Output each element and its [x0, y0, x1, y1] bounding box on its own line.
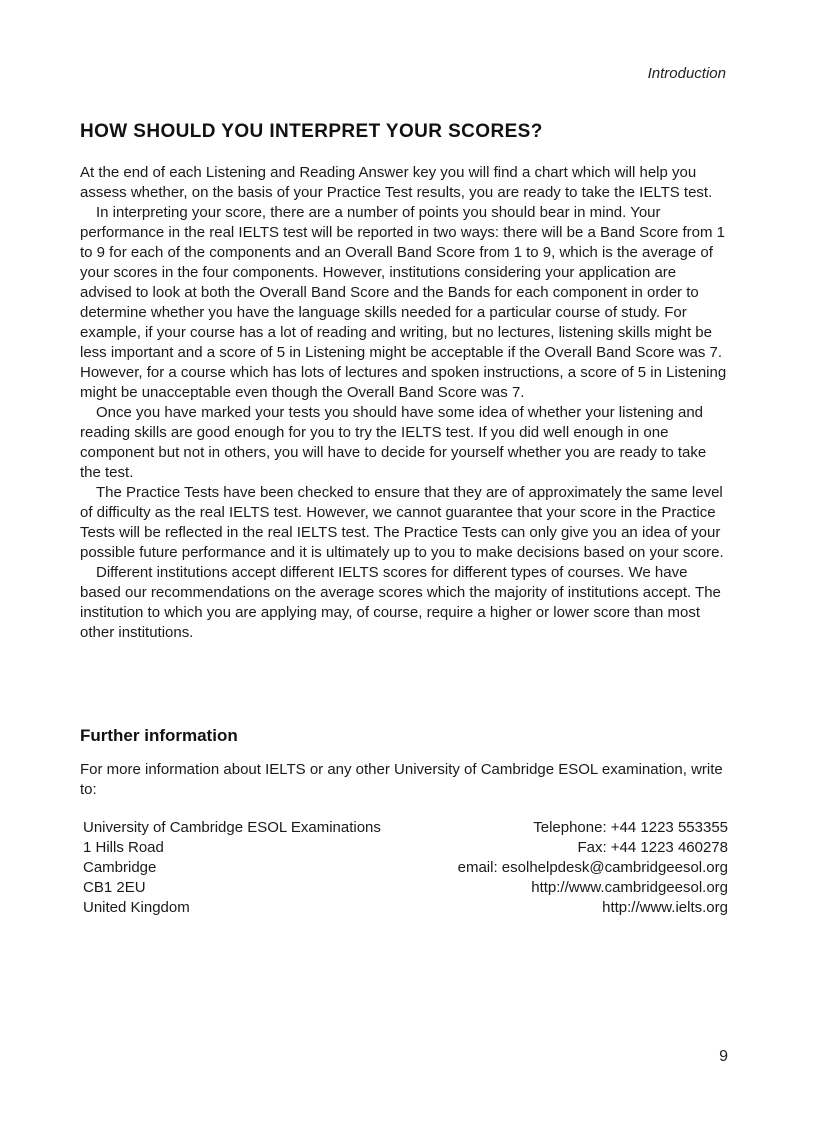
body-text	[80, 163, 730, 643]
website-link: http://www.cambridgeesol.org	[531, 879, 728, 896]
contact-details	[458, 818, 728, 918]
address-line: CB1 2EU	[83, 879, 146, 896]
paragraph: Once you have marked your tests you should have some idea of whether your listening and reading skills are good enough for you to try the IELTS test. If you did well enough in one component but not in others, you will have to decide for yourself whether you are ready to take the test.	[80, 404, 707, 481]
running-header: Introduction	[647, 65, 726, 82]
paragraph: Different institutions accept different IELTS scores for different types of courses. We have based our recommendations on the average scores which the majority of institutions accept. The institution to which you are applying may, of course, require a higher or lower score than most other institutions.	[80, 564, 721, 641]
further-information-intro: For more information about IELTS or any other University of Cambridge ESOL examination, write to:	[80, 761, 723, 798]
fax: Fax: +44 1223 460278	[577, 839, 728, 856]
website-link: http://www.ielts.org	[602, 899, 728, 916]
postal-address	[83, 818, 381, 918]
address-line: Cambridge	[83, 859, 157, 876]
email: email: esolhelpdesk@cambridgeesol.org	[457, 859, 728, 876]
address-line: 1 Hills Road	[83, 839, 164, 856]
page-number: 9	[719, 1048, 728, 1065]
address-line: University of Cambridge ESOL Examinations	[83, 819, 381, 836]
paragraph: In interpreting your score, there are a number of points you should bear in mind. Your performance in the real IELTS test will be reported in two ways: there will be a Band Score from 1 to 9 for each of the components and an Overall Band Score from 1 to 9, which is the average of your scores in the four components. However, institutions considering your application are advised to look at both the Overall Band Score and the Bands for each component in order to determine whether you have the language skills needed for a particular course of study. For example, if your course has a lot of reading and writing, but no lectures, listening skills might be less important and a score of 5 in Listening might be acceptable if the Overall Band Score was 7. However, for a course which has lots of lectures and spoken instructions, a score of 5 in Listening might be unacceptable even though the Overall Band Score was 7.	[80, 204, 727, 401]
further-information-heading: Further information	[80, 726, 238, 745]
address-line: United Kingdom	[83, 899, 190, 916]
paragraph: At the end of each Listening and Reading Answer key you will find a chart which will help you assess whether, on the basis of your Practice Test results, you are ready to take the IELTS test.	[80, 164, 713, 201]
page-title: HOW SHOULD YOU INTERPRET YOUR SCORES?	[80, 121, 543, 142]
telephone: Telephone: +44 1223 553355	[533, 819, 728, 836]
paragraph: The Practice Tests have been checked to ensure that they are of approximately the same level of difficulty as the real IELTS test. However, we cannot guarantee that your score in the Practice Tests will be reflected in the real IELTS test. The Practice Tests can only give you an idea of your possible future performance and it is ultimately up to you to make decisions based on your score.	[80, 484, 724, 561]
